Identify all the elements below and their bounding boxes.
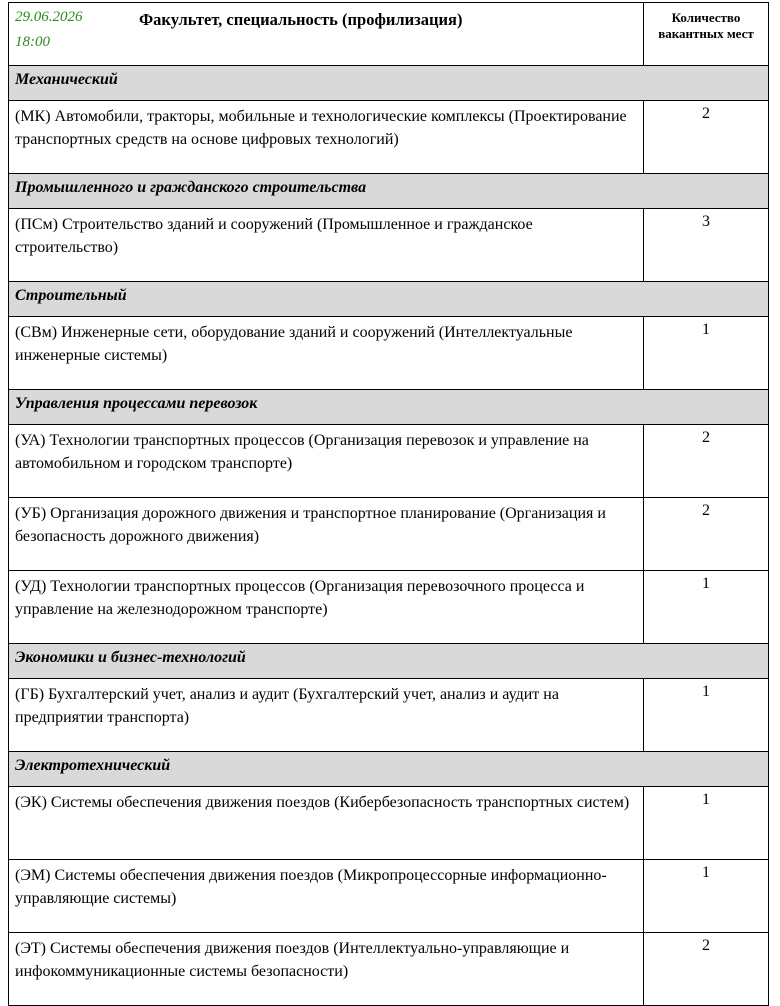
- vacancy-count: 2: [644, 425, 769, 498]
- specialty-name: (МК) Автомобили, тракторы, мобильные и технологические комплексы (Проектирование транспортных средств на основе цифровых технологий): [9, 101, 644, 174]
- header-title: Факультет, специальность (профилизация): [139, 10, 463, 29]
- header-faculty-cell: [9, 3, 644, 66]
- specialty-row: [9, 101, 769, 174]
- faculty-row: [9, 644, 769, 679]
- specialty-name: (УА) Технологии транспортных процессов (Организация перевозок и управление на автомобильном и городском транспорте): [9, 425, 644, 498]
- specialty-row: [9, 933, 769, 1006]
- specialty-row: [9, 425, 769, 498]
- table-body: [9, 3, 769, 1006]
- specialty-row: [9, 787, 769, 860]
- vacancy-count: 1: [644, 787, 769, 860]
- date-stamp: 29.06.2026: [15, 9, 83, 25]
- specialty-row: [9, 209, 769, 282]
- specialty-row: [9, 498, 769, 571]
- vacancy-count: 1: [644, 860, 769, 933]
- faculty-name: Экономики и бизнес-технологий: [9, 644, 769, 679]
- specialty-name: (УД) Технологии транспортных процессов (Организация перевозочного процесса и управление на железнодорожном транспорте): [9, 571, 644, 644]
- faculty-row: [9, 282, 769, 317]
- faculty-name: Электротехнический: [9, 752, 769, 787]
- vacancy-table: [8, 2, 769, 1006]
- specialty-name: (УБ) Организация дорожного движения и транспортное планирование (Организация и безопасность дорожного движения): [9, 498, 644, 571]
- header-count-line2: вакантных мест: [658, 26, 754, 41]
- header-count-line1: Количество: [671, 10, 741, 25]
- specialty-row: [9, 679, 769, 752]
- vacancy-table-sheet: [8, 2, 767, 1006]
- specialty-row: [9, 317, 769, 390]
- specialty-name: (ГБ) Бухгалтерский учет, анализ и аудит (Бухгалтерский учет, анализ и аудит на предприятии транспорта): [9, 679, 644, 752]
- faculty-name: Управления процессами перевозок: [9, 390, 769, 425]
- specialty-name: (ПСм) Строительство зданий и сооружений (Промышленное и гражданское строительство): [9, 209, 644, 282]
- vacancy-count: 2: [644, 933, 769, 1006]
- faculty-row: [9, 66, 769, 101]
- specialty-row: [9, 571, 769, 644]
- faculty-row: [9, 752, 769, 787]
- specialty-name: (ЭМ) Системы обеспечения движения поездов (Микропроцессорные информационно-управляющие системы): [9, 860, 644, 933]
- faculty-row: [9, 390, 769, 425]
- faculty-row: [9, 174, 769, 209]
- specialty-row: [9, 860, 769, 933]
- specialty-name: (ЭТ) Системы обеспечения движения поездов (Интеллектуально-управляющие и инфокоммуникационные системы безопасности): [9, 933, 644, 1006]
- specialty-name: (ЭК) Системы обеспечения движения поездов (Кибербезопасность транспортных систем): [9, 787, 644, 860]
- faculty-name: Промышленного и гражданского строительства: [9, 174, 769, 209]
- vacancy-count: 2: [644, 498, 769, 571]
- specialty-name: (СВм) Инженерные сети, оборудование зданий и сооружений (Интеллектуальные инженерные системы): [9, 317, 644, 390]
- vacancy-count: 1: [644, 679, 769, 752]
- vacancy-count: 3: [644, 209, 769, 282]
- faculty-name: Строительный: [9, 282, 769, 317]
- faculty-name: Механический: [9, 66, 769, 101]
- time-stamp: 18:00: [15, 34, 50, 50]
- vacancy-count: 1: [644, 571, 769, 644]
- vacancy-count: 1: [644, 317, 769, 390]
- table-header-row: [9, 3, 769, 66]
- header-count-cell: [644, 3, 769, 66]
- vacancy-count: 2: [644, 101, 769, 174]
